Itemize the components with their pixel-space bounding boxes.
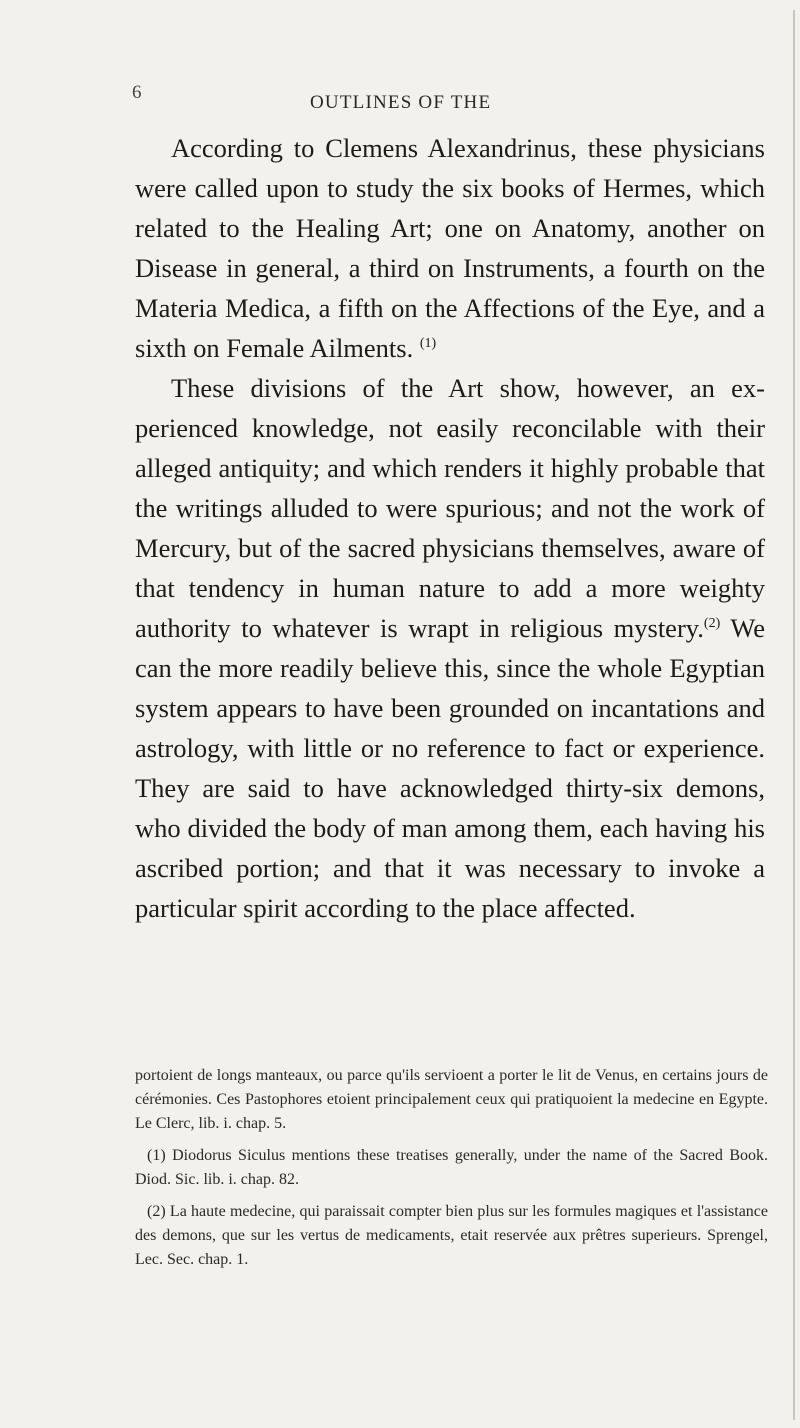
- paragraph: [135, 368, 765, 928]
- running-head: OUTLINES OF THE: [310, 92, 492, 113]
- page-number: 6: [132, 82, 142, 103]
- page-header: [132, 82, 792, 122]
- paragraph-text: According to Clemens Alexandrinus, these physicians were called upon to study the six books of Hermes, which related to the Healing Art; one on Anatomy, another on Disease in general, a third on Instruments, a fourth on the Materia Medica, a fifth on the Affections of the Eye, and a sixth on Female Ailments.: [135, 133, 765, 363]
- footnote-ref: (2): [703, 616, 721, 632]
- paragraph-text: These divisions of the Art show, however, an experienced knowledge, not easily reconcilable with their alleged antiquity; and which renders it highly probable that the writings alluded to were spurious; and not the work of Mercury, but of the sacred physicians themselves, aware of that tendency in human nature to add a more weighty authority to whatever is wrapt in religious mystery.: [135, 373, 765, 643]
- footnote: (1) Diodorus Siculus mentions these treatises generally, under the name of the Sacred Book. Diod. Sic. lib. i. chap. 82.: [135, 1147, 768, 1188]
- paragraph: [135, 128, 765, 368]
- main-text: [135, 128, 765, 928]
- footnotes: [135, 1064, 768, 1280]
- footnote-ref: (1): [419, 336, 437, 352]
- paragraph-text: We can the more readily believe this, since the whole Egyptian system appears to have been grounded on incantations and astrology, with little or no reference to fact or experience. They are said to have acknowledged thirty-six demons, who divided the body of man among them, each having his ascribed portion; and that it was necessary to invoke a particular spirit according to the place affected.: [135, 613, 765, 923]
- footnote: (2) La haute medecine, qui paraissait compter bien plus sur les formules magiques et l'assistance des demons, que sur les vertus de medicaments, etait reservée aux prêtres superieurs. Sprengel, Lec. Sec. chap. 1.: [135, 1203, 768, 1268]
- page-edge: [793, 10, 795, 1420]
- footnote-continuation: portoient de longs manteaux, ou parce qu'ils servioent a porter le lit de Venus, en certains jours de cérémonies. Ces Pastophores etoient principalement ceux qui pratiquoient la medecine en Egypte. Le Clerc, lib. i. chap. 5.: [135, 1067, 768, 1132]
